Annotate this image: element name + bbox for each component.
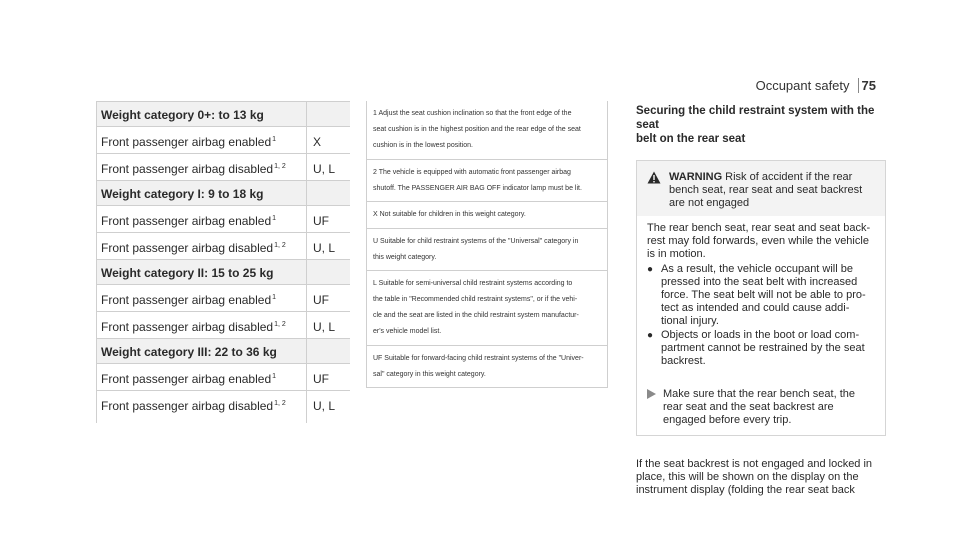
weight-category-heading	[97, 101, 350, 126]
row-value: UF	[306, 285, 350, 311]
row-label: Front passenger airbag disabled$^{1, 2}$	[101, 320, 286, 334]
table-row	[97, 153, 350, 180]
footnote-ref: 1, 2	[274, 400, 286, 407]
list-item: ● As a result, the vehicle occupant will be pressed into the seat belt with increased force. The seat belt will not be able to pro- tect as intended and could cause addi- tional injury.	[647, 263, 866, 327]
footnote-legend	[366, 101, 608, 388]
section-title: Occupant safety	[755, 78, 850, 93]
list-item: ● Objects or loads in the boot or load com- partment cannot be restrained by the seat backrest.	[647, 329, 865, 367]
footnote-ref: 1, 2	[274, 242, 286, 249]
page-number: 75	[858, 78, 876, 93]
row-value: U, L	[306, 391, 350, 423]
row-value: U, L	[306, 154, 350, 180]
heading-label: Weight category III: 22 to 36 kg	[101, 345, 277, 359]
row-value: UF	[306, 206, 350, 232]
warning-description: The rear bench seat, rear seat and seat back- rest may fold forwards, even while the vehicle is in motion.	[647, 222, 871, 260]
table-row	[97, 390, 350, 423]
heading-label: Weight category II: 15 to 25 kg	[101, 266, 274, 280]
footnote-ref: 1, 2	[274, 321, 286, 328]
legend-entry: UF Suitable for forward-facing child restraint systems of the "Univer- sal" category in this weight category.	[367, 345, 607, 387]
warning-box	[636, 160, 886, 436]
row-label: Front passenger airbag disabled$^{1, 2}$	[101, 399, 286, 413]
warning-title: WARNING Risk of accident if the rear bench seat, rear seat and seat backrest are not engaged	[669, 171, 863, 209]
row-value: X	[306, 127, 350, 153]
row-value: U, L	[306, 312, 350, 338]
page-header	[756, 78, 876, 93]
row-label: Front passenger airbag enabled$^1$	[101, 214, 277, 228]
warning-body	[637, 216, 885, 435]
heading-value-cell	[306, 339, 350, 363]
footnote-ref: 1, 2	[274, 163, 286, 170]
warning-triangle-icon	[647, 171, 663, 210]
table-row	[97, 205, 350, 232]
warning-header	[637, 161, 885, 216]
bullet-icon: ●	[647, 330, 654, 341]
warning-bullet-list	[647, 263, 877, 368]
weight-category-heading	[97, 338, 350, 363]
row-value: UF	[306, 364, 350, 390]
footnote-ref: 1	[272, 215, 277, 222]
section-heading: Securing the child restraint system with the seat belt on the rear seat	[636, 105, 875, 145]
row-label: Front passenger airbag disabled$^{1, 2}$	[101, 241, 286, 255]
table-row	[97, 232, 350, 259]
legend-entry: X Not suitable for children in this weight category.	[367, 201, 607, 228]
action-step: Make sure that the rear bench seat, the rear seat and the seat backrest are engaged before every trip.	[647, 388, 877, 427]
seat-suitability-table	[96, 101, 350, 423]
heading-value-cell	[306, 181, 350, 205]
content-column	[636, 104, 894, 497]
action-arrow-icon	[647, 388, 663, 427]
weight-category-heading	[97, 180, 350, 205]
weight-category-heading	[97, 259, 350, 284]
heading-label: Weight category 0+: to 13 kg	[101, 108, 264, 122]
heading-value-cell	[306, 102, 350, 126]
legend-entry: L Suitable for semi-universal child restraint systems according to the table in "Recommended child restraint systems", or if the vehi- cle and the seat are listed in the child restraint system manufactur- er's vehicle model list.	[367, 270, 607, 345]
row-value: U, L	[306, 233, 350, 259]
table-row	[97, 363, 350, 390]
footnote-ref: 1	[272, 136, 277, 143]
row-label: Front passenger airbag enabled$^1$	[101, 135, 277, 149]
footnote-ref: 1	[272, 294, 277, 301]
row-label: Front passenger airbag enabled$^1$	[101, 372, 277, 386]
legend-entry: 2 The vehicle is equipped with automatic front passenger airbag shutoff. The PASSENGER AIR BAG OFF indicator lamp must be lit.	[367, 159, 607, 201]
table-row	[97, 126, 350, 153]
heading-value-cell	[306, 260, 350, 284]
warning-keyword: WARNING	[669, 171, 723, 183]
row-label: Front passenger airbag disabled$^{1, 2}$	[101, 162, 286, 176]
row-label: Front passenger airbag enabled$^1$	[101, 293, 277, 307]
legend-entry: 1 Adjust the seat cushion inclination so that the front edge of the seat cushion is in the highest position and the rear edge of the seat cushion is in the lowest position.	[373, 110, 581, 149]
table-row	[97, 284, 350, 311]
table-row	[97, 311, 350, 338]
body-paragraph: If the seat backrest is not engaged and locked in place, this will be shown on the display on the instrument display (folding the rear seat back	[636, 458, 873, 496]
bullet-icon: ●	[647, 264, 654, 275]
footnote-ref: 1	[272, 373, 277, 380]
legend-entry: U Suitable for child restraint systems of the "Universal" category in this weight category.	[367, 228, 607, 270]
heading-label: Weight category I: 9 to 18 kg	[101, 187, 264, 201]
